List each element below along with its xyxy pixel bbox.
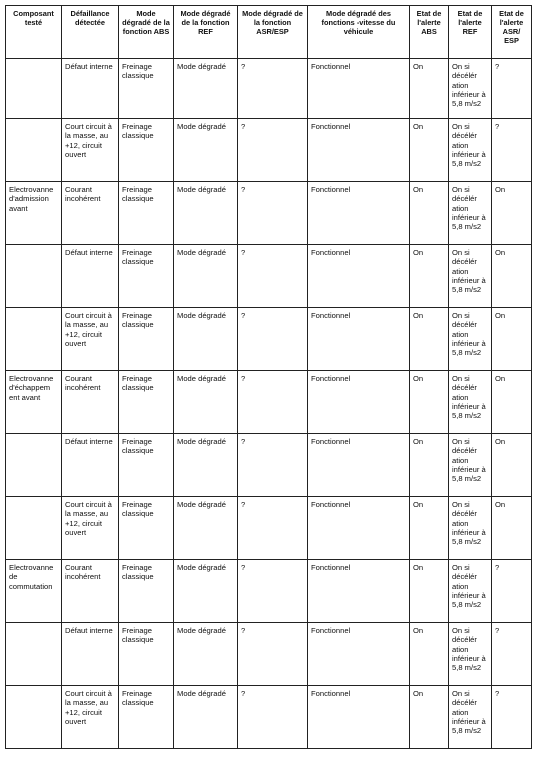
- cell-alerte-ref: On si décélér ation inférieur à 5,8 m/s2: [449, 434, 492, 497]
- cell-alerte-ref: On si décélér ation inférieur à 5,8 m/s2: [449, 686, 492, 749]
- cell-alerte-asr-esp: On: [492, 308, 532, 371]
- header-composant: Composant testé: [6, 6, 62, 59]
- cell-alerte-abs: On: [410, 182, 449, 245]
- cell-alerte-abs: On: [410, 497, 449, 560]
- cell-defaillance: Court circuit à la masse, au +12, circuit ouvert: [62, 119, 119, 182]
- header-mode-ref: Mode dégradé de la fonction REF: [174, 6, 238, 59]
- cell-defaillance: Courant incohérent: [62, 182, 119, 245]
- cell-alerte-ref: On si décélér ation inférieur à 5,8 m/s2: [449, 497, 492, 560]
- cell-alerte-abs: On: [410, 59, 449, 119]
- cell-alerte-asr-esp: ?: [492, 59, 532, 119]
- cell-defaillance: Défaut interne: [62, 434, 119, 497]
- cell-defaillance: Court circuit à la masse, au +12, circuit ouvert: [62, 686, 119, 749]
- cell-mode-abs: Freinage classique: [119, 686, 174, 749]
- cell-composant: [6, 434, 62, 497]
- cell-alerte-asr-esp: On: [492, 434, 532, 497]
- cell-alerte-abs: On: [410, 371, 449, 434]
- cell-mode-ref: Mode dégradé: [174, 59, 238, 119]
- cell-alerte-asr-esp: ?: [492, 686, 532, 749]
- cell-defaillance: Défaut interne: [62, 59, 119, 119]
- cell-defaillance: Défaut interne: [62, 623, 119, 686]
- table-row: [6, 434, 532, 497]
- cell-composant: [6, 119, 62, 182]
- cell-alerte-asr-esp: ?: [492, 560, 532, 623]
- cell-mode-ref: Mode dégradé: [174, 245, 238, 308]
- cell-mode-asr-esp: ?: [238, 434, 308, 497]
- cell-alerte-ref: On si décélér ation inférieur à 5,8 m/s2: [449, 308, 492, 371]
- cell-composant: Electrovanne d'admission avant: [6, 182, 62, 245]
- table-row: [6, 59, 532, 119]
- cell-defaillance: Courant incohérent: [62, 371, 119, 434]
- cell-composant: Electrovanne de commutation: [6, 560, 62, 623]
- cell-mode-vitesse: Fonctionnel: [308, 371, 410, 434]
- table-row: [6, 686, 532, 749]
- cell-mode-vitesse: Fonctionnel: [308, 560, 410, 623]
- cell-defaillance: Court circuit à la masse, au +12, circuit ouvert: [62, 308, 119, 371]
- cell-composant: [6, 686, 62, 749]
- cell-mode-ref: Mode dégradé: [174, 308, 238, 371]
- header-mode-abs: Mode dégradé de la fonction ABS: [119, 6, 174, 59]
- cell-alerte-asr-esp: ?: [492, 623, 532, 686]
- cell-mode-ref: Mode dégradé: [174, 182, 238, 245]
- header-defaillance: Défaillance détectée: [62, 6, 119, 59]
- cell-mode-asr-esp: ?: [238, 245, 308, 308]
- cell-alerte-asr-esp: On: [492, 182, 532, 245]
- cell-alerte-asr-esp: On: [492, 245, 532, 308]
- cell-alerte-abs: On: [410, 119, 449, 182]
- cell-mode-ref: Mode dégradé: [174, 686, 238, 749]
- cell-alerte-abs: On: [410, 623, 449, 686]
- cell-mode-abs: Freinage classique: [119, 434, 174, 497]
- cell-alerte-asr-esp: ?: [492, 119, 532, 182]
- table-row: [6, 308, 532, 371]
- cell-mode-abs: Freinage classique: [119, 182, 174, 245]
- cell-mode-ref: Mode dégradé: [174, 560, 238, 623]
- cell-composant: [6, 623, 62, 686]
- cell-alerte-abs: On: [410, 560, 449, 623]
- cell-mode-ref: Mode dégradé: [174, 119, 238, 182]
- cell-mode-abs: Freinage classique: [119, 308, 174, 371]
- table-row: [6, 245, 532, 308]
- cell-alerte-ref: On si décélér ation inférieur à 5,8 m/s2: [449, 119, 492, 182]
- cell-alerte-asr-esp: On: [492, 497, 532, 560]
- cell-alerte-ref: On si décélér ation inférieur à 5,8 m/s2: [449, 59, 492, 119]
- cell-mode-vitesse: Fonctionnel: [308, 182, 410, 245]
- degraded-mode-table: [5, 5, 532, 749]
- header-mode-asr-esp: Mode dégradé de la fonction ASR/ESP: [238, 6, 308, 59]
- cell-composant: [6, 497, 62, 560]
- cell-mode-vitesse: Fonctionnel: [308, 119, 410, 182]
- cell-mode-vitesse: Fonctionnel: [308, 245, 410, 308]
- cell-alerte-ref: On si décélér ation inférieur à 5,8 m/s2: [449, 560, 492, 623]
- cell-mode-abs: Freinage classique: [119, 497, 174, 560]
- cell-alerte-abs: On: [410, 245, 449, 308]
- cell-mode-ref: Mode dégradé: [174, 623, 238, 686]
- cell-mode-vitesse: Fonctionnel: [308, 497, 410, 560]
- table-row: [6, 560, 532, 623]
- cell-mode-abs: Freinage classique: [119, 245, 174, 308]
- table-row: [6, 182, 532, 245]
- cell-defaillance: Défaut interne: [62, 245, 119, 308]
- cell-mode-asr-esp: ?: [238, 686, 308, 749]
- cell-mode-asr-esp: ?: [238, 371, 308, 434]
- cell-mode-ref: Mode dégradé: [174, 371, 238, 434]
- header-row: [6, 6, 532, 59]
- cell-mode-abs: Freinage classique: [119, 560, 174, 623]
- cell-mode-vitesse: Fonctionnel: [308, 308, 410, 371]
- header-alerte-asr-esp: Etat de l'alerte ASR/ ESP: [492, 6, 532, 59]
- cell-alerte-ref: On si décélér ation inférieur à 5,8 m/s2: [449, 623, 492, 686]
- table-row: [6, 119, 532, 182]
- cell-mode-vitesse: Fonctionnel: [308, 59, 410, 119]
- cell-alerte-ref: On si décélér ation inférieur à 5,8 m/s2: [449, 371, 492, 434]
- cell-mode-abs: Freinage classique: [119, 59, 174, 119]
- table-row: [6, 371, 532, 434]
- cell-mode-asr-esp: ?: [238, 59, 308, 119]
- cell-mode-vitesse: Fonctionnel: [308, 686, 410, 749]
- cell-composant: Electrovanne d'échappem ent avant: [6, 371, 62, 434]
- header-alerte-abs: Etat de l'alerte ABS: [410, 6, 449, 59]
- cell-defaillance: Courant incohérent: [62, 560, 119, 623]
- table-row: [6, 497, 532, 560]
- cell-mode-abs: Freinage classique: [119, 623, 174, 686]
- cell-alerte-asr-esp: On: [492, 371, 532, 434]
- cell-mode-asr-esp: ?: [238, 308, 308, 371]
- cell-alerte-abs: On: [410, 686, 449, 749]
- cell-mode-asr-esp: ?: [238, 119, 308, 182]
- table-body: [6, 59, 532, 749]
- cell-defaillance: Court circuit à la masse, au +12, circuit ouvert: [62, 497, 119, 560]
- header-alerte-ref: Etat de l'alerte REF: [449, 6, 492, 59]
- header-mode-vitesse: Mode dégradé des fonctions -vitesse du véhicule: [308, 6, 410, 59]
- cell-mode-abs: Freinage classique: [119, 119, 174, 182]
- cell-mode-vitesse: Fonctionnel: [308, 434, 410, 497]
- cell-mode-asr-esp: ?: [238, 623, 308, 686]
- cell-mode-asr-esp: ?: [238, 497, 308, 560]
- cell-alerte-abs: On: [410, 308, 449, 371]
- cell-mode-vitesse: Fonctionnel: [308, 623, 410, 686]
- cell-alerte-ref: On si décélér ation inférieur à 5,8 m/s2: [449, 182, 492, 245]
- cell-mode-abs: Freinage classique: [119, 371, 174, 434]
- cell-composant: [6, 59, 62, 119]
- cell-composant: [6, 308, 62, 371]
- table-row: [6, 623, 532, 686]
- cell-mode-asr-esp: ?: [238, 182, 308, 245]
- cell-mode-ref: Mode dégradé: [174, 497, 238, 560]
- cell-alerte-abs: On: [410, 434, 449, 497]
- cell-composant: [6, 245, 62, 308]
- cell-alerte-ref: On si décélér ation inférieur à 5,8 m/s2: [449, 245, 492, 308]
- cell-mode-ref: Mode dégradé: [174, 434, 238, 497]
- cell-mode-asr-esp: ?: [238, 560, 308, 623]
